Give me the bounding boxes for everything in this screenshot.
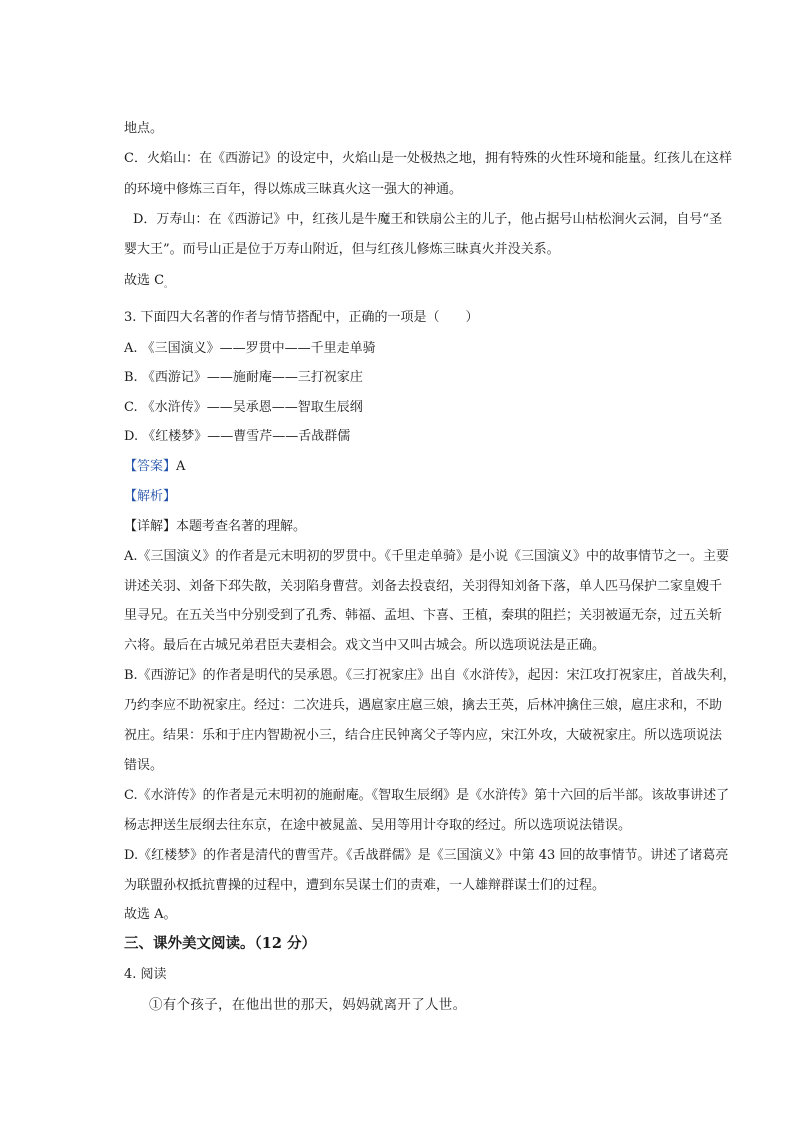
text-line: D.《红楼梦》的作者是清代的曹雪芹。《舌战群儒》是《三国演义》中第 43 回的故事情节。讲述了诸葛亮: [124, 848, 729, 863]
analysis-tag: 【解析】: [124, 489, 177, 504]
text-line: 婴大王”。而号山正是位于万寿山附近，但与红孩儿修炼三昧真火并没关系。: [124, 242, 560, 257]
question-title: 4. 阅读: [124, 967, 167, 982]
text-line: 地点。: [124, 121, 164, 136]
text-line: 里寻兄。在五关当中分别受到了孔秀、韩福、孟坦、卞喜、王植，秦琪的阻拦；关羽被逼无奈，过五关斩: [124, 608, 723, 623]
text-line: 为联盟孙权抵抗曹操的过程中，遭到东吴谋士们的责难，一人雄辩群谋士们的过程。: [124, 878, 606, 893]
option-d: D. 《红楼梦》——曹雪芹——舌战群儒: [124, 429, 351, 444]
section-heading: 三、课外美文阅读。（12 分）: [124, 935, 316, 952]
option-c: C. 《水浒传》——吴承恩——智取生辰纲: [124, 400, 363, 415]
detail-line: 【详解】本题考查名著的理解。: [124, 519, 307, 534]
text-line: 杨志押送生辰纲去往东京，在途中被晁盖、吴用等用计夺取的经过。所以选项说法错误。: [124, 818, 632, 833]
option-b: B. 《西游记》——施耐庵——三打祝家庄: [124, 370, 363, 385]
text-line: 故选 A。: [124, 907, 177, 922]
question-title: 3. 下面四大名著的作者与情节搭配中，正确的一项是（ ）: [124, 310, 479, 325]
text-line: 祝庄。结果：乐和于庄内智勘祝小三，结合庄民钟离父子等内应，宋江外攻，大破祝家庄。所以选项说法: [124, 728, 723, 743]
text-line: 讲述关羽、刘备下邳失散，关羽陷身曹营。刘备去投袁绍，关羽得知刘备下落，单人匹马保护二家皇嫂千: [124, 579, 723, 594]
answer-tag: 【答案】: [124, 459, 177, 474]
answer-line: [124, 272, 172, 294]
text-line: A.《三国演义》的作者是元末明初的罗贯中。《千里走单骑》是小说《三国演义》中的故事情节之一。主要: [124, 549, 730, 564]
answer-label: [124, 458, 185, 476]
text-line: C．火焰山：在《西游记》的设定中，火焰山是一处极热之地，拥有特殊的火性环境和能量。红孩儿在这样: [124, 151, 732, 166]
text-line: 错误。: [124, 758, 164, 773]
answer-dot: 。: [164, 280, 173, 289]
text-line: C.《水浒传》的作者是元末明初的施耐庵。《智取生辰纲》是《水浒传》第十六回的后半部。该故事讲述了: [124, 788, 730, 803]
answer-text: 故选 C: [124, 273, 165, 288]
text-line: 六将。最后在古城兄弟君臣夫妻相会。戏文当中又叫古城会。所以选项说法是正确。: [124, 638, 606, 653]
text-line: 乃约李应不助祝家庄。经过：二次进兵，遇扈家庄扈三娘，擒去王英，后林冲擒住三娘，扈庄求和，不助: [124, 698, 723, 713]
analysis-label: [124, 488, 176, 506]
option-a: A. 《三国演义》——罗贯中——千里走单骑: [124, 341, 376, 356]
text-line: 的环境中修炼三百年，得以炼成三昧真火这一强大的神通。: [124, 182, 463, 197]
text-line: D．万寿山：在《西游记》中，红孩儿是牛魔王和铁扇公主的儿子，他占据号山枯松涧火云洞，自号“圣: [133, 212, 723, 227]
answer-value: A: [176, 459, 186, 474]
text-line: B.《西游记》的作者是明代的吴承恩。《三打祝家庄》出自《水浒传》，起因：宋江攻打祝家庄，首战失利，: [124, 668, 736, 683]
reading-paragraph: ①有个孩子，在他出世的那天，妈妈就离开了人世。: [149, 997, 467, 1013]
